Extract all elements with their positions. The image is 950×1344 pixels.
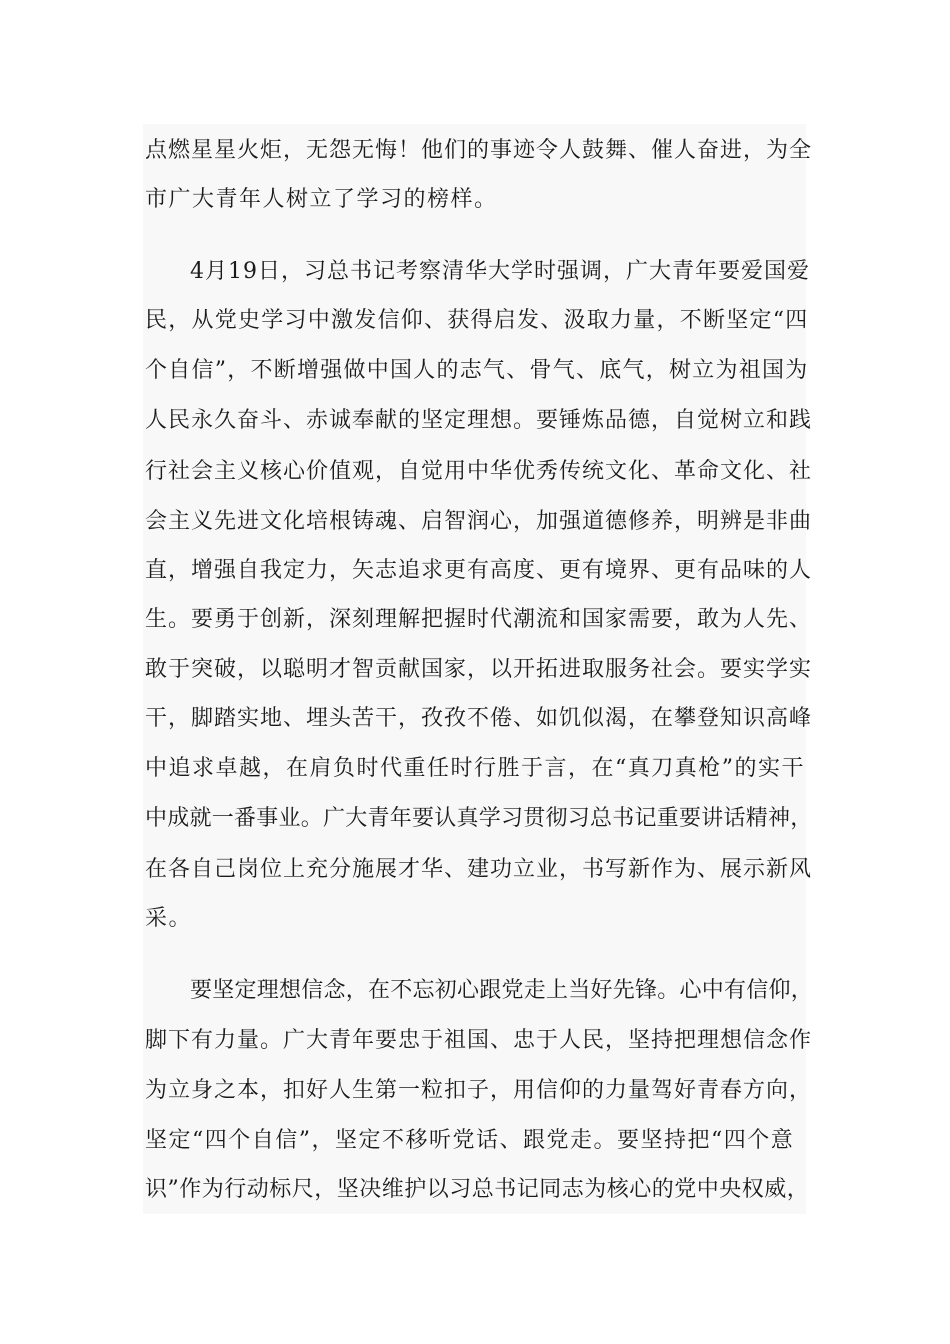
paragraph-3-line-4: 坚定“四个自信”，坚定不移听党话、跟党走。要坚持把“四个意 bbox=[145, 1128, 795, 1153]
paragraph-3-line-5: 识”作为行动标尺，坚决维护以习总书记同志为核心的党中央权威， bbox=[145, 1177, 810, 1202]
paragraph-2-line-9: 敢于突破，以聪明才智贡献国家，以开拓进取服务社会。要实学实 bbox=[145, 657, 813, 682]
paragraph-2-line-1: 4月19日，习总书记考察清华大学时强调，广大青年要爱国爱 bbox=[190, 259, 810, 284]
paragraph-2-line-14: 采。 bbox=[145, 906, 193, 931]
paragraph-3-line-3: 为立身之本，扣好人生第一粒扣子，用信仰的力量驾好青春方向， bbox=[145, 1078, 813, 1103]
paragraph-2-line-10: 干，脚踏实地、埋头苦干，孜孜不倦、如饥似渴，在攀登知识高峰 bbox=[145, 706, 813, 731]
paragraph-2-line-6: 会主义先进文化培根铸魂、启智润心，加强道德修养，明辨是非曲 bbox=[145, 509, 813, 534]
paragraph-2-line-7: 直，增强自我定力，矢志追求更有高度、更有境界、更有品味的人 bbox=[145, 558, 813, 583]
paragraph-3-line-2: 脚下有力量。广大青年要忠于祖国、忠于人民，坚持把理想信念作 bbox=[145, 1028, 813, 1053]
paragraph-3-line-1: 要坚定理想信念，在不忘初心跟党走上当好先锋。心中有信仰， bbox=[190, 978, 814, 1003]
paragraph-2-line-11: 中追求卓越，在肩负时代重任时行胜于言，在“真刀真枪”的实干 bbox=[145, 756, 805, 781]
paragraph-2-line-2: 民，从党史学习中激发信仰、获得启发、汲取力量，不断坚定“四 bbox=[145, 308, 809, 333]
paragraph-1-line-2: 市广大青年人树立了学习的榜样。 bbox=[145, 187, 498, 212]
paragraph-2-line-8: 生。要勇于创新，深刻理解把握时代潮流和国家需要，敢为人先、 bbox=[145, 607, 813, 632]
paragraph-2-line-12: 中成就一番事业。广大青年要认真学习贯彻习总书记重要讲话精神， bbox=[145, 806, 813, 831]
paragraph-2-line-4: 人民永久奋斗、赤诚奉献的坚定理想。要锤炼品德，自觉树立和践 bbox=[145, 408, 813, 433]
paragraph-2-line-3: 个自信”，不断增强做中国人的志气、骨气、底气，树立为祖国为 bbox=[145, 358, 809, 383]
paragraph-2-line-13: 在各自己岗位上充分施展才华、建功立业，书写新作为、展示新风 bbox=[145, 857, 813, 882]
paragraph-1-line-1: 点燃星星火炬，无怨无悔！他们的事迹令人鼓舞、催人奋进，为全 bbox=[145, 138, 813, 163]
paragraph-2-line-5: 行社会主义核心价值观，自觉用中华优秀传统文化、革命文化、社 bbox=[145, 459, 813, 484]
